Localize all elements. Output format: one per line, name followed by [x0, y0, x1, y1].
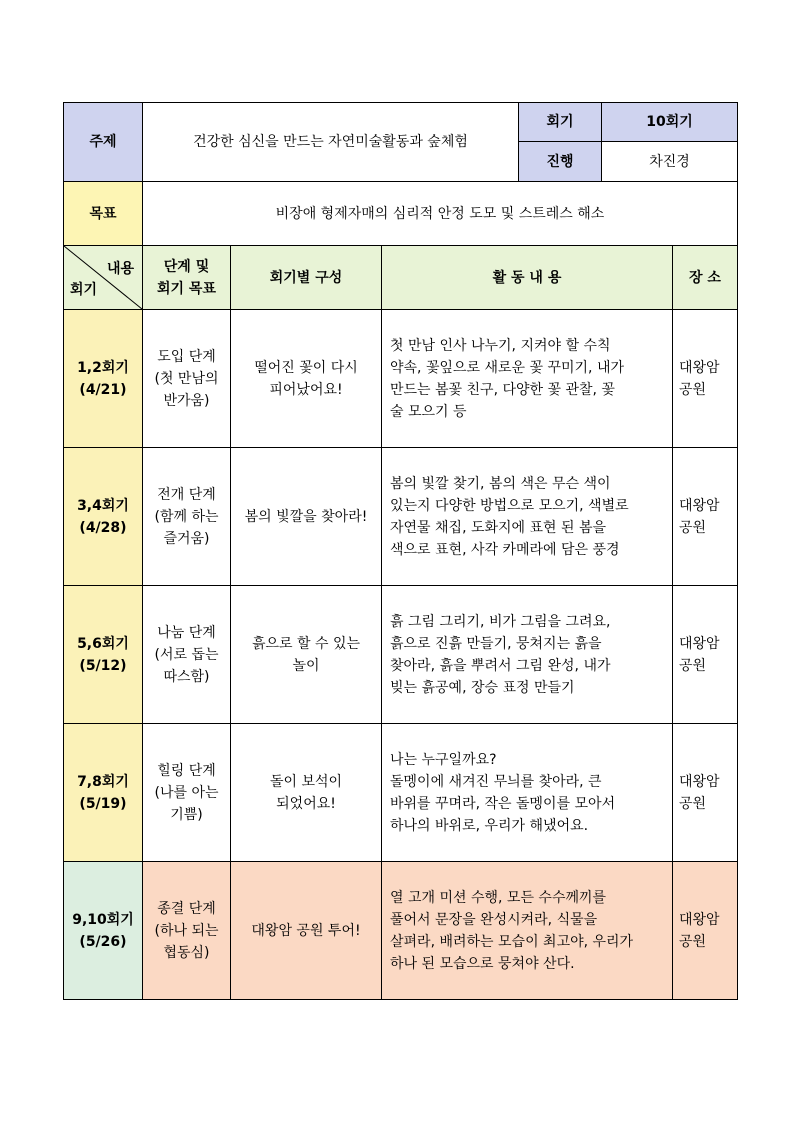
- activity-column-header: 활 동 내 용: [382, 246, 673, 310]
- session-date: (5/12): [79, 657, 127, 674]
- activity-cell: [382, 862, 673, 1000]
- facilitator-value: 차진경: [602, 142, 738, 182]
- activity-line2: 흙으로 진흙 만들기, 뭉쳐지는 흙을: [390, 635, 602, 652]
- activity-cell: [382, 310, 673, 448]
- place-line2: 공원: [679, 795, 707, 812]
- sessions-value: 10회기: [602, 103, 738, 142]
- session-cell: [64, 448, 143, 586]
- stage-header-line1: 단계 및: [163, 258, 210, 275]
- activity-line3: 살펴라, 배려하는 모습이 최고야, 우리가: [390, 933, 634, 950]
- stage-goal-line1: (함께 하는: [154, 508, 219, 525]
- session-number: 3,4회기: [77, 497, 129, 514]
- activity-line3: 자연물 채집, 도화지에 표현 된 봄을: [390, 519, 607, 536]
- composition-line1: 대왕암 공원 투어!: [251, 922, 361, 939]
- session-date: (5/19): [79, 795, 127, 812]
- composition-line1: 흙으로 할 수 있는: [251, 635, 361, 652]
- activity-line2: 있는지 다양한 방법으로 모으기, 색별로: [390, 497, 629, 514]
- stage-goal-line2: 즐거움): [163, 530, 210, 547]
- stage-goal-line2: 기쁨): [170, 806, 203, 823]
- session-number: 7,8회기: [77, 773, 129, 790]
- session-cell: [64, 586, 143, 724]
- activity-line4: 하나의 바위로, 우리가 해냈어요.: [390, 817, 589, 834]
- activity-cell: [382, 448, 673, 586]
- stage-goal-line1: (하나 되는: [154, 922, 219, 939]
- stage-goal-line1: (서로 돕는: [154, 646, 219, 663]
- activity-line4: 술 모으기 등: [390, 403, 467, 420]
- place-cell: [673, 862, 738, 1000]
- composition-cell: [231, 448, 382, 586]
- activity-line2: 풀어서 문장을 완성시켜라, 식물을: [390, 911, 598, 928]
- place-cell: [673, 448, 738, 586]
- session-cell: [64, 862, 143, 1000]
- stage-name: 나눔 단계: [157, 624, 216, 641]
- activity-cell: [382, 724, 673, 862]
- composition-cell: [231, 310, 382, 448]
- activity-line3: 바위를 꾸며라, 작은 돌멩이를 모아서: [390, 795, 616, 812]
- activity-line3: 만드는 봄꽃 친구, 다양한 꽃 관찰, 꽃: [390, 381, 615, 398]
- stage-goal-line1: (나를 아는: [154, 784, 219, 801]
- composition-line2: 되었어요!: [276, 795, 336, 812]
- stage-name: 종결 단계: [157, 900, 216, 917]
- session-cell: [64, 310, 143, 448]
- diag-session-label: 회기: [70, 282, 98, 298]
- goal-label: 목표: [64, 182, 143, 246]
- diagonal-header-cell: [64, 246, 143, 310]
- session-date: (5/26): [79, 933, 127, 950]
- table-row: [64, 724, 738, 862]
- activity-line1: 봄의 빛깔 찾기, 봄의 색은 무슨 색이: [390, 475, 611, 492]
- place-cell: [673, 586, 738, 724]
- activity-line1: 열 고개 미션 수행, 모든 수수께끼를: [390, 889, 607, 906]
- activity-line2: 돌멩이에 새겨진 무늬를 찾아라, 큰: [390, 773, 602, 790]
- session-cell: [64, 724, 143, 862]
- session-date: (4/21): [79, 381, 127, 398]
- stage-column-header: [143, 246, 231, 310]
- place-line2: 공원: [679, 519, 707, 536]
- place-line1: 대왕암: [679, 359, 720, 376]
- stage-name: 도입 단계: [157, 348, 216, 365]
- activity-line1: 흙 그림 그리기, 비가 그림을 그려요,: [390, 613, 611, 630]
- composition-cell: [231, 862, 382, 1000]
- composition-cell: [231, 724, 382, 862]
- place-line1: 대왕암: [679, 497, 720, 514]
- place-line1: 대왕암: [679, 635, 720, 652]
- table-row: [64, 862, 738, 1000]
- place-column-header: 장 소: [673, 246, 738, 310]
- table-row: [64, 448, 738, 586]
- stage-cell: [143, 862, 231, 1000]
- stage-goal-line1: (첫 만남의: [154, 370, 219, 387]
- stage-goal-line2: 협동심): [163, 944, 210, 961]
- place-line2: 공원: [679, 933, 707, 950]
- table-row: [64, 310, 738, 448]
- activity-line2: 약속, 꽃잎으로 새로운 꽃 꾸미기, 내가: [390, 359, 625, 376]
- session-number: 1,2회기: [77, 359, 129, 376]
- activity-line4: 빚는 흙공예, 장승 표정 만들기: [390, 679, 575, 696]
- composition-line1: 돌이 보석이: [269, 773, 343, 790]
- stage-name: 전개 단계: [157, 486, 216, 503]
- place-line1: 대왕암: [679, 911, 720, 928]
- composition-cell: [231, 586, 382, 724]
- activity-line1: 첫 만남 인사 나누기, 지켜야 할 수칙: [390, 337, 611, 354]
- activity-line4: 색으로 표현, 사각 카메라에 담은 풍경: [390, 541, 620, 558]
- session-date: (4/28): [79, 519, 127, 536]
- activity-cell: [382, 586, 673, 724]
- activity-line4: 하나 된 모습으로 뭉쳐야 산다.: [390, 955, 575, 972]
- stage-cell: [143, 586, 231, 724]
- stage-goal-line2: 반가움): [163, 392, 210, 409]
- subject-value: 건강한 심신을 만드는 자연미술활동과 숲체험: [143, 103, 519, 182]
- place-line1: 대왕암: [679, 773, 720, 790]
- diag-content-label: 내용: [106, 261, 134, 277]
- composition-line1: 봄의 빛깔을 찾아라!: [244, 508, 368, 525]
- session-number: 9,10회기: [72, 911, 134, 928]
- activity-line3: 찾아라, 흙을 뿌려서 그림 완성, 내가: [390, 657, 611, 674]
- stage-cell: [143, 310, 231, 448]
- stage-cell: [143, 724, 231, 862]
- subject-label: 주제: [64, 103, 143, 182]
- composition-column-header: 회기별 구성: [231, 246, 382, 310]
- place-cell: [673, 724, 738, 862]
- composition-line1: 떨어진 꽃이 다시: [254, 359, 358, 376]
- table-row: [64, 586, 738, 724]
- stage-cell: [143, 448, 231, 586]
- place-cell: [673, 310, 738, 448]
- place-line2: 공원: [679, 381, 707, 398]
- goal-value: 비장애 형제자매의 심리적 안정 도모 및 스트레스 해소: [143, 182, 738, 246]
- program-plan-table: [63, 102, 738, 1000]
- composition-line2: 놀이: [292, 657, 320, 674]
- activity-line1: 나는 누구일까요?: [390, 751, 497, 768]
- session-number: 5,6회기: [77, 635, 129, 652]
- sessions-label: 회기: [519, 103, 602, 142]
- stage-goal-line2: 따스함): [163, 668, 210, 685]
- stage-name: 힐링 단계: [157, 762, 216, 779]
- composition-line2: 피어났어요!: [269, 381, 343, 398]
- place-line2: 공원: [679, 657, 707, 674]
- stage-header-line2: 회기 목표: [157, 280, 216, 297]
- facilitator-label: 진행: [519, 142, 602, 182]
